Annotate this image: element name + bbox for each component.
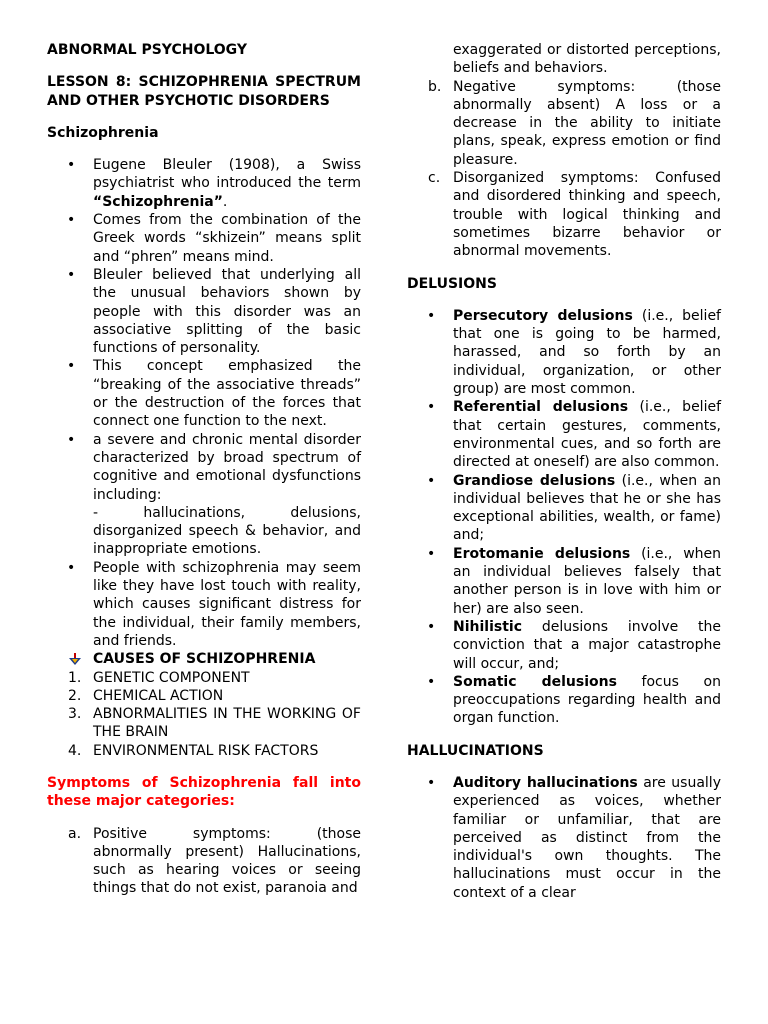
list-item: • Nihilistic delusions involve the conviction that a major catastrophe will occur, and; xyxy=(407,618,721,673)
right-column xyxy=(407,41,721,902)
list-item: • Auditory hallucinations are usually experienced as voices, whether familiar or unfamiliar, that are perceived as distinct from the individual's own thoughts. The hallucinations must occur in the context of a clear xyxy=(407,774,721,902)
section-heading-hallucinations: HALLUCINATIONS xyxy=(407,742,544,759)
document-title: ABNORMAL PSYCHOLOGY xyxy=(47,42,247,58)
list-item: 1. GENETIC COMPONENT xyxy=(68,669,250,686)
list-item: • Persecutory delusions (i.e., belief that one is going to be harmed, harassed, and so forth by an individual, organization, or other group) are most common. xyxy=(407,307,721,398)
list-item: c. Disorganized symptoms: Confused and disordered thinking and speech, trouble with logical thinking and sometimes bizarre behavior or abnormal movements. xyxy=(428,170,721,260)
lesson-title: LESSON 8: SCHIZOPHRENIA SPECTRUM AND OTHER PSYCHOTIC DISORDERS xyxy=(47,74,361,109)
delusions-list xyxy=(407,307,721,728)
list-item: • Erotomanie delusions (i.e., when an individual believes falsely that another person is in love with him or her) are also seen. xyxy=(407,545,721,618)
list-item: • Eugene Bleuler (1908), a Swiss psychiatrist who introduced the term “Schizophrenia”. xyxy=(47,156,361,211)
symptoms-list xyxy=(47,825,361,898)
section-heading-schizophrenia: Schizophrenia xyxy=(47,124,159,141)
list-item: • Referential delusions (i.e., belief that certain gestures, comments, environmental cues, and so forth are directed at oneself) are also common. xyxy=(407,398,721,471)
arrow-bullet-icon xyxy=(69,653,81,665)
list-item: • a severe and chronic mental disorder characterized by broad spectrum of cognitive and emotional dysfunctions including: - hallucinations, delusions, disorganized speech & behavior, and inappropriate emotions. xyxy=(47,431,361,559)
causes-heading: CAUSES OF SCHIZOPHRENIA xyxy=(47,650,361,668)
list-item: • Comes from the combination of the Greek words “skhizein” means split and “phren” means mind. xyxy=(47,211,361,266)
list-item: b. Negative symptoms: (those abnormally absent) A loss or a decrease in the ability to initiate plans, speak, express emotion or find pleasure. xyxy=(428,78,721,168)
list-item: 4. ENVIRONMENTAL RISK FACTORS xyxy=(68,742,319,759)
list-item: • Bleuler believed that underlying all the unusual behaviors shown by people with this disorder was an associative splitting of the basic functions of personality. xyxy=(47,266,361,357)
section-heading-delusions: DELUSIONS xyxy=(407,275,497,292)
list-item: • This concept emphasized the “breaking of the associative threads” or the destruction of the forces that connect one function to the next. xyxy=(47,357,361,430)
list-item: a. Positive symptoms: (those abnormally present) Hallucinations, such as hearing voices or seeing things that do not exist, paranoia and xyxy=(68,825,361,897)
list-item: 3. ABNORMALITIES IN THE WORKING OF THE BRAIN xyxy=(68,706,361,741)
list-item: • Grandiose delusions (i.e., when an individual believes that he or she has exceptional abilities, wealth, or fame) and; xyxy=(407,472,721,545)
list-item: 2. CHEMICAL ACTION xyxy=(68,687,224,704)
symptoms-list-continued xyxy=(407,41,721,261)
list-item: • Somatic delusions focus on preoccupations regarding health and organ function. xyxy=(407,673,721,728)
symptoms-heading: Symptoms of Schizophrenia fall into these major categories: xyxy=(47,774,361,810)
hallucinations-list xyxy=(407,774,721,902)
list-item: exaggerated or distorted perceptions, beliefs and behaviors. xyxy=(453,42,721,77)
left-column xyxy=(47,41,361,898)
schizophrenia-bullet-list xyxy=(47,156,361,650)
list-item: • People with schizophrenia may seem like they have lost touch with reality, which causes significant distress for the individual, their family members, and friends. xyxy=(47,559,361,650)
causes-list xyxy=(47,669,361,760)
